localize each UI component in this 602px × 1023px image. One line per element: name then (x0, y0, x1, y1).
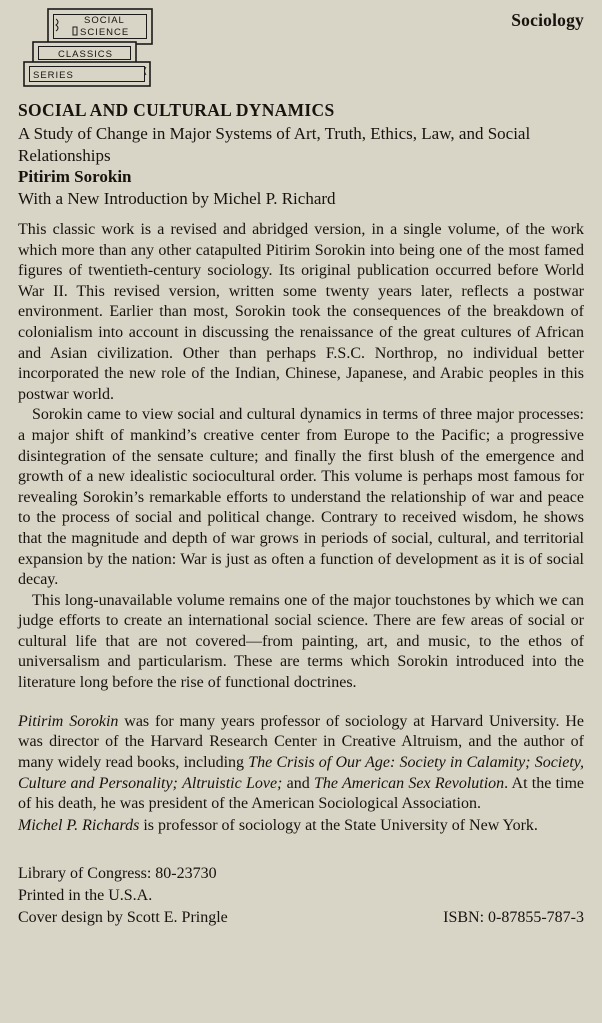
book-description (18, 220, 584, 694)
description-paragraph-1: This classic work is a revised and abridged version, in a single volume, of the work which more than any other catapulted Pitirim Sorokin into being one of the most famed figures of twentieth-century sociology. Its original publication occurred before World War II. This revised version, written some twenty years later, reflects a postwar environment. Earlier than most, Sorokin took the consequences of the breakdown of colonialism into account in discussing the renaissance of the great cultures of African and Asian civilization. Other than perhaps F.S.C. Northrop, no individual better incorporated the new role of the Indian, Chinese, Japanese, and Arabic peoples in this postwar world. (18, 221, 584, 403)
printed-in-notice: Printed in the U.S.A. (18, 886, 153, 904)
imprint-footer (18, 863, 584, 929)
author-bio (18, 712, 584, 837)
isbn-number: ISBN: 0-87855-787-3 (443, 908, 584, 926)
title-block (18, 99, 584, 209)
logo-middle-book (33, 42, 136, 64)
book-title: SOCIAL AND CULTURAL DYNAMICS (18, 100, 335, 120)
footer-bottom-row (18, 907, 584, 929)
logo-word-classics: CLASSICS (58, 49, 113, 60)
bio-paragraph-richards: Michel P. Richards is professor of sociology at the State University of New York. (18, 817, 538, 835)
category-label: Sociology (511, 10, 584, 30)
header (18, 7, 584, 93)
description-paragraph-3: This long-unavailable volume remains one of the major touchstones by which we can judge efforts to create an international social science. There are few areas of social or cultural life that are not covered—from painting, art, and music, to the ethos of universalism and particularism. These are terms which Sorokin introduced into the literature long before the rise of functional doctrines. (18, 591, 584, 692)
logo-bottom-book (24, 62, 150, 86)
book-subtitle: A Study of Change in Major Systems of Art, Truth, Ethics, Law, and Social Relationships (18, 124, 531, 165)
cover-design-credit: Cover design by Scott E. Pringle (18, 908, 228, 926)
library-of-congress-number: Library of Congress: 80-23730 (18, 864, 217, 882)
publisher-series-logo (18, 7, 160, 96)
logo-word-science: SCIENCE (80, 27, 130, 38)
introduction-credit: With a New Introduction by Michel P. Richard (18, 188, 336, 208)
logo-top-book (48, 9, 152, 44)
description-paragraph-2: Sorokin came to view social and cultural dynamics in terms of three major processes: a major shift of mankind’s creative center from Europe to the Pacific; a progressive disintegration of the sensate culture; and finally the first blush of the emergence and growth of a new idealistic sociocultural order. This volume is perhaps most famous for revealing Sorokin’s remarkable efforts to understand the relationship of war and peace to the process of social and political change. Contrary to received wisdom, he shows that the magnitude and depth of war grows in periods of social, cultural, and territorial expansion by the nation: War is just as often a function of development as it is of social decay. (18, 406, 584, 589)
stacked-books-logo (18, 7, 160, 91)
author-name: Pitirim Sorokin (18, 167, 132, 186)
logo-word-social: SOCIAL (84, 15, 125, 26)
bio-paragraph-sorokin: Pitirim Sorokin was for many years professor of sociology at Harvard University. He was director of the Harvard Research Center in Creative Altruism, and the author of many widely read books, including The Crisis of Our Age: Society in Calamity; Society, Culture and Personality; Altruistic Love; and The American Sex Revolution. At the time of his death, he was president of the American Sociological Association. (18, 712, 585, 813)
logo-word-series: SERIES (33, 70, 74, 81)
